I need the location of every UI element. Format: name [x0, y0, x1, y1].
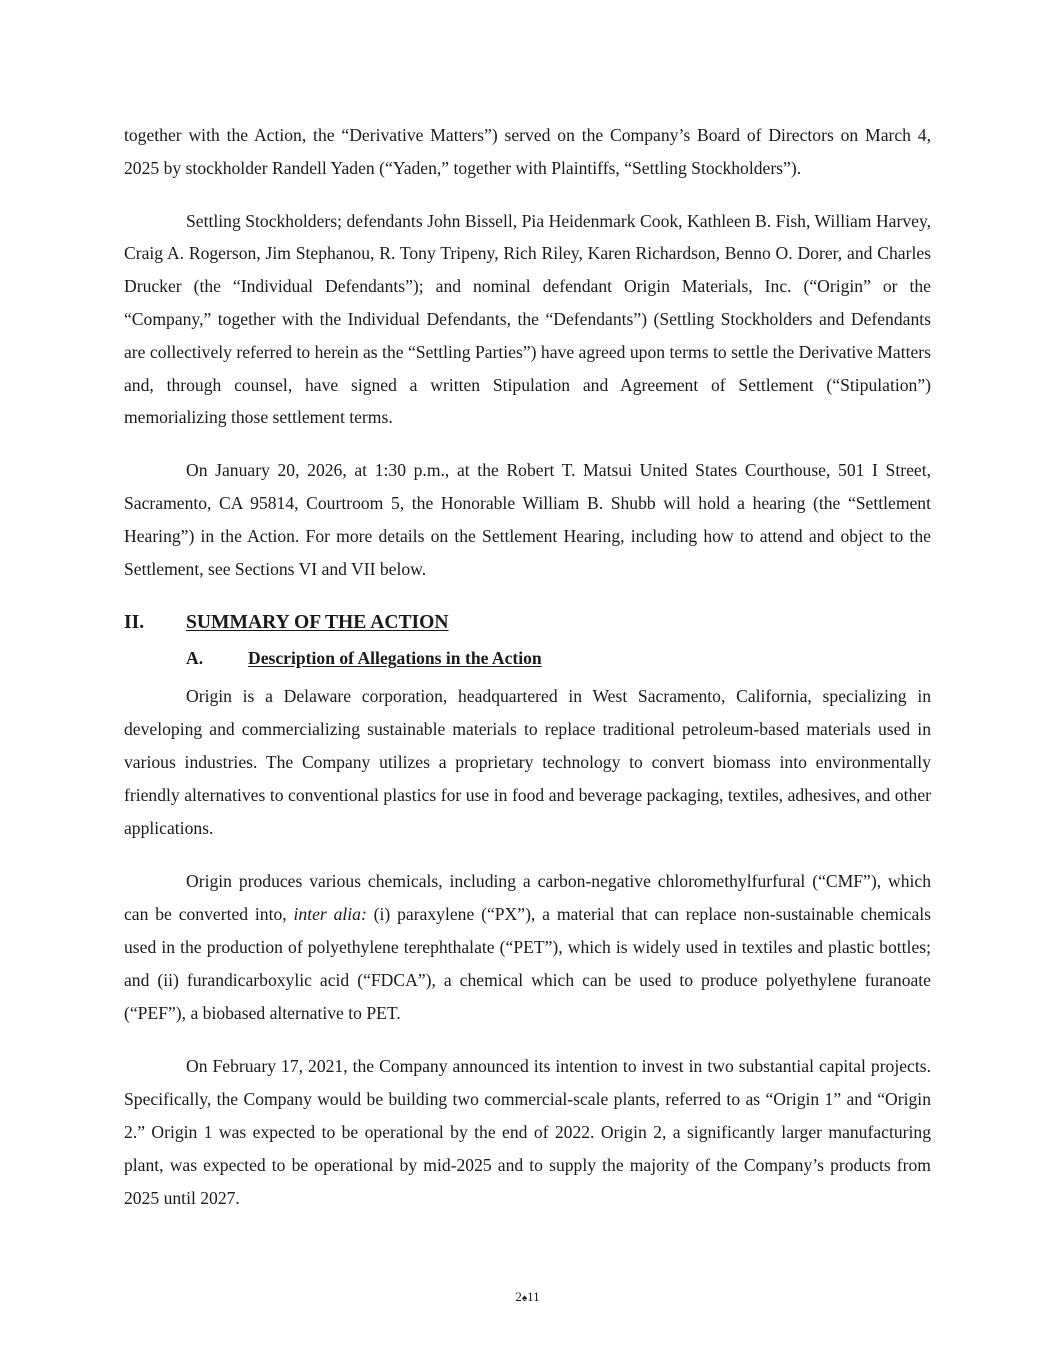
subsection-heading — [186, 645, 931, 671]
paragraph-derivative-matters: together with the Action, the “Derivative Matters”) served on the Company’s Board of Directors on March 4, 2025 by stockholder Randell Yaden (“Yaden,” together with Plaintiffs, “Settling Stockholders”). — [124, 125, 931, 178]
subsection-number: A. — [186, 648, 204, 669]
section-number: II. — [124, 612, 145, 634]
paragraph-origin-chemicals — [124, 865, 931, 1029]
document-page — [124, 119, 931, 1214]
spade-icon: ♠ — [521, 1293, 528, 1304]
page-total: 11 — [527, 1289, 540, 1304]
paragraph-settlement-hearing: On January 20, 2026, at 1:30 p.m., at the Robert T. Matsui United States Courthouse, 501 I Street, Sacramento, CA 95814, Courtroom 5, the Honorable William B. Shubb will hold a hearing (the “Settlement Hearing”) in the Action. For more details on the Settlement Hearing, including how to attend and object to the Settlement, see Sections VI and VII below. — [124, 460, 931, 579]
page-footer — [0, 1289, 1055, 1305]
chemicals-text-start: Origin produces various chemicals, including a carbon-negative chloromethylfurfural (“CMF”), which can be converted into, — [124, 871, 931, 925]
paragraph-origin-description: Origin is a Delaware corporation, headquartered in West Sacramento, California, specializing in developing and commercializing sustainable materials to replace traditional petroleum-based materials used in various industries. The Company utilizes a proprietary technology to convert biomass into environmentally friendly alternatives to conventional plastics for use in food and beverage packaging, textiles, adhesives, and other applications. — [124, 686, 931, 838]
page-number: 2 — [515, 1289, 522, 1304]
paragraph-settling-parties: Settling Stockholders; defendants John Bissell, Pia Heidenmark Cook, Kathleen B. Fish, William Harvey, Craig A. Rogerson, Jim Stephanou, R. Tony Tripeny, Rich Riley, Karen Richardson, Benno O. Dorer, and Charles Drucker (the “Individual Defendants”); and nominal defendant Origin Materials, Inc. (“Origin” or the “Company,” together with the Individual Defendants, the “Defendants”) (Settling Stockholders and Defendants are collectively referred to herein as the “Settling Parties”) have agreed upon terms to settle the Derivative Matters and, through counsel, have signed a written Stipulation and Agreement of Settlement (“Stipulation”) memorializing those settlement terms. — [124, 210, 931, 428]
subsection-title: Description of Allegations in the Action — [248, 648, 542, 669]
paragraph-capital-projects: On February 17, 2021, the Company announced its intention to invest in two substantial capital projects. Specifically, the Company would be building two commercial-scale plants, referred to as “Origin 1” and “Origin 2.” Origin 1 was expected to be operational by the end of 2022. Origin 2, a significantly larger manufacturing plant, was expected to be operational by mid-2025 and to supply the majority of the Company’s products from 2025 until 2027. — [124, 1056, 931, 1208]
section-heading — [124, 609, 931, 637]
section-title: SUMMARY OF THE ACTION — [186, 612, 449, 634]
chemicals-text-end: (i) paraxylene (“PX”), a material that can replace non-sustainable chemicals used in the production of polyethylene terephthalate (“PET”), which is widely used in textiles and plastic bottles; and (ii) furandicarboxylic acid (“FDCA”), a chemical which can be used to produce polyethylene furanoate (“PEF”), a biobased alternative to PET. — [124, 904, 931, 1023]
chemicals-text-italic: inter alia: — [293, 904, 367, 925]
